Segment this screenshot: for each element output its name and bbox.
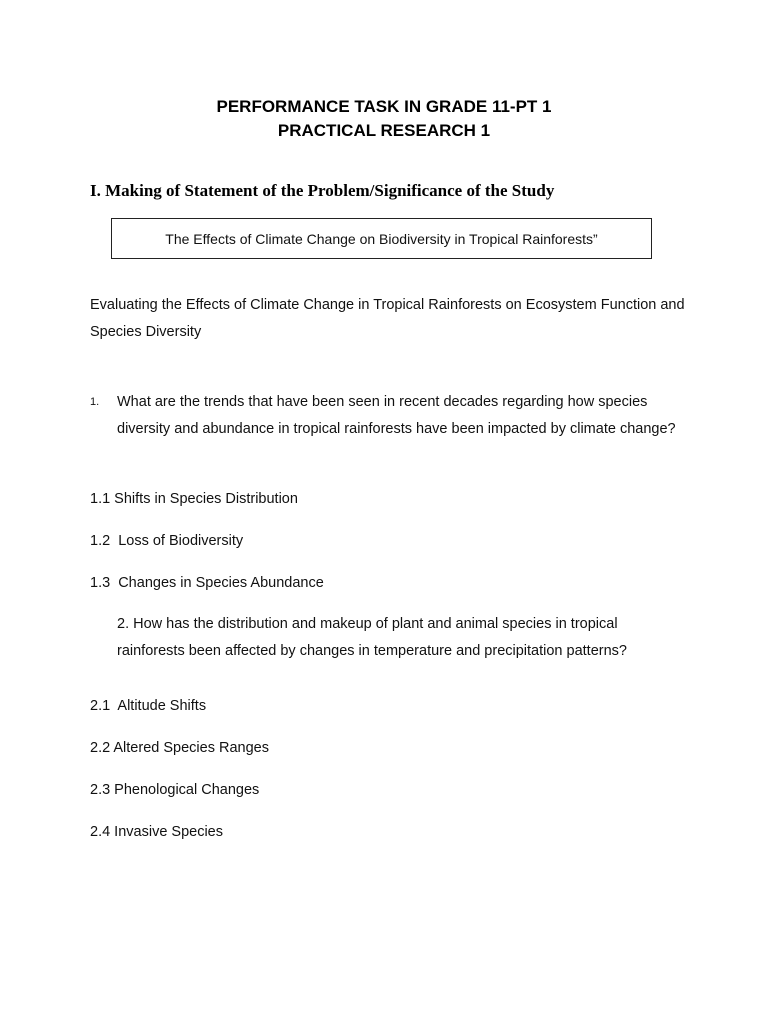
document-title-line-2: PRACTICAL RESEARCH 1 [277, 121, 491, 140]
question-1-number: 1. [90, 396, 100, 408]
intro-paragraph: Evaluating the Effects of Climate Change in Tropical Rainforests on Ecosystem Function and Species Diversity [90, 297, 685, 340]
question-1 [90, 389, 680, 443]
research-topic-text: The Effects of Climate Change on Biodiversity in Tropical Rainforests” [165, 230, 598, 247]
document-title-line-1: PERFORMANCE TASK IN GRADE 11-PT 1 [216, 97, 552, 116]
question-1-item: 1.2 Loss of Biodiversity [90, 533, 244, 549]
section-heading: I. Making of Statement of the Problem/Significance of the Study [90, 181, 555, 200]
question-1-text: What are the trends that have been seen in recent decades regarding how species diversity and abundance in tropical rainforests have been impacted by climate change? [117, 394, 676, 437]
question-2-item: 2.1 Altitude Shifts [90, 698, 207, 714]
question-2-text: 2. How has the distribution and makeup of plant and animal species in tropical rainforests been affected by changes in temperature and precipitation patterns? [117, 616, 627, 659]
question-2-item: 2.2 Altered Species Ranges [90, 740, 269, 756]
question-1-item: 1.3 Changes in Species Abundance [90, 575, 324, 591]
research-topic-box [111, 218, 652, 259]
question-1-item: 1.1 Shifts in Species Distribution [90, 491, 298, 507]
question-2-item: 2.4 Invasive Species [90, 824, 223, 840]
question-2-item: 2.3 Phenological Changes [90, 782, 260, 798]
